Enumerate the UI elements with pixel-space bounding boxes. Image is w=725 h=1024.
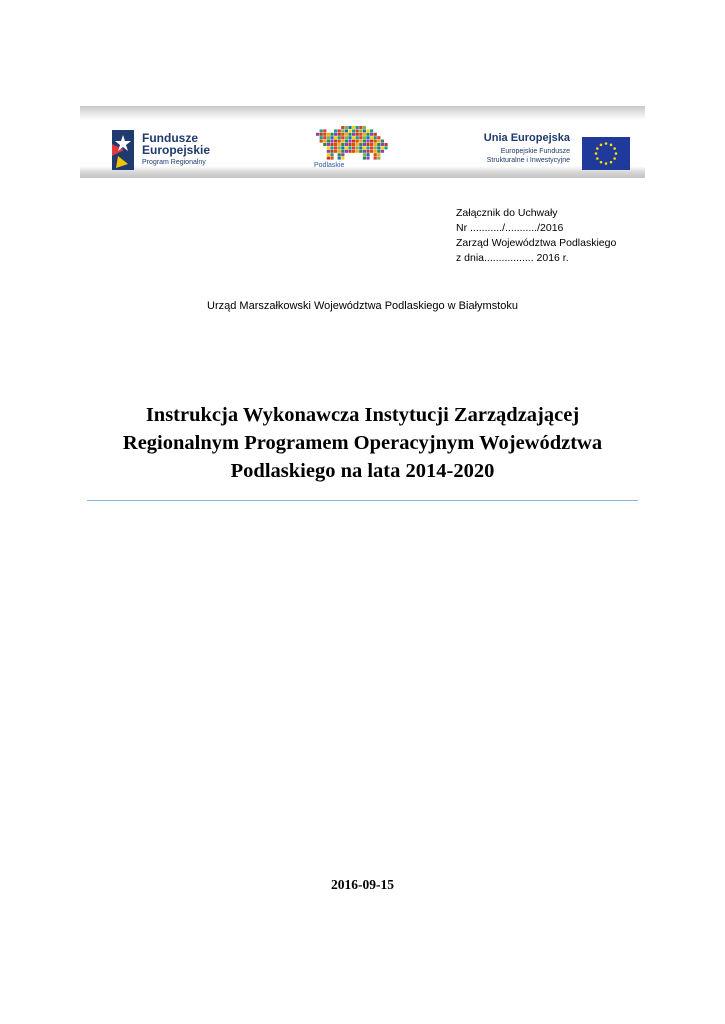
bison-pixel: [320, 133, 323, 136]
bison-pixel: [334, 140, 337, 143]
bison-pixel: [366, 140, 369, 143]
bison-pixel: [338, 146, 341, 149]
bison-pixel: [359, 146, 362, 149]
bison-pixel: [374, 140, 377, 143]
bison-pixel: [381, 150, 384, 153]
bison-icon: [312, 126, 388, 162]
bison-pixel: [356, 126, 359, 129]
bison-pixel: [334, 129, 337, 132]
eu-star-icon: [613, 157, 616, 160]
bison-pixel: [356, 140, 359, 143]
bison-pixel: [370, 129, 373, 132]
bison-pixel: [356, 136, 359, 139]
bison-pixel: [323, 140, 326, 143]
bison-pixel: [341, 129, 344, 132]
bison-pixel: [330, 140, 333, 143]
bison-pixel: [381, 146, 384, 149]
eu-star-icon: [610, 161, 613, 164]
bison-pixel: [341, 150, 344, 153]
bison-pixel: [366, 150, 369, 153]
bison-pixel: [341, 126, 344, 129]
fe-logo-line3: Program Regionalny: [142, 159, 206, 166]
bison-pixel: [320, 129, 323, 132]
bison-pixel: [352, 140, 355, 143]
attachment-line4: z dnia................. 2016 r.: [456, 252, 569, 264]
bison-pixel: [338, 157, 341, 160]
bison-pixel: [327, 146, 330, 149]
bison-pixel: [338, 129, 341, 132]
bison-pixel: [327, 140, 330, 143]
bison-pixel: [338, 140, 341, 143]
ue-logo-line1: Europejskie Fundusze: [500, 148, 570, 155]
attachment-note: [456, 206, 616, 266]
bison-pixel: [370, 143, 373, 146]
bison-pixel: [341, 133, 344, 136]
attachment-line3: Zarząd Województwa Podlaskiego: [456, 237, 617, 249]
bison-pixel: [348, 126, 351, 129]
bison-pixel: [327, 153, 330, 156]
bison-pixel: [348, 146, 351, 149]
bison-pixel: [341, 157, 344, 160]
eu-star-icon: [613, 147, 616, 150]
bison-pixel: [334, 136, 337, 139]
unia-europejska-logo: [472, 132, 632, 174]
bison-pixel: [366, 136, 369, 139]
bison-pixel: [359, 150, 362, 153]
bison-pixel: [374, 150, 377, 153]
bison-pixel: [330, 143, 333, 146]
eu-star-icon: [605, 142, 608, 145]
bison-pixel: [359, 126, 362, 129]
attachment-line2: Nr .........../.........../2016: [456, 222, 564, 234]
bison-pixel: [323, 129, 326, 132]
bison-pixel: [338, 136, 341, 139]
title-divider: [87, 500, 638, 501]
attachment-line1: Załącznik do Uchwały: [456, 207, 558, 219]
eu-star-icon: [615, 152, 618, 155]
bison-pixel: [366, 157, 369, 160]
bison-pixel: [356, 143, 359, 146]
eu-star-icon: [595, 152, 598, 155]
document-date: 2016-09-15: [331, 877, 394, 892]
title-line1: Instrukcja Wykonawcza Instytucji Zarządzającej: [145, 404, 580, 426]
bison-pixel: [384, 143, 387, 146]
bison-pixel: [348, 140, 351, 143]
bison-pixel: [334, 146, 337, 149]
bison-pixel: [345, 140, 348, 143]
fundusze-europejskie-star-icon: [112, 130, 134, 170]
bison-pixel: [348, 143, 351, 146]
bison-pixel: [323, 136, 326, 139]
ue-logo-line2: Strukturalne i Inwestycyjne: [486, 157, 570, 164]
bison-pixel: [352, 146, 355, 149]
bison-pixel: [370, 150, 373, 153]
title-line2: Regionalnym Programem Operacyjnym Województwa: [122, 432, 603, 454]
fundusze-europejskie-logo: [112, 130, 252, 172]
bison-pixel: [374, 153, 377, 156]
bison-pixel: [370, 133, 373, 136]
bison-pixel: [363, 129, 366, 132]
bison-pixel: [345, 133, 348, 136]
bison-pixel: [341, 143, 344, 146]
bison-pixel: [366, 129, 369, 132]
bison-pixel: [334, 133, 337, 136]
document-title: [80, 401, 645, 485]
bison-pixel: [327, 150, 330, 153]
bison-pixel: [345, 136, 348, 139]
bison-pixel: [359, 140, 362, 143]
bison-pixel: [323, 143, 326, 146]
bison-pixel: [348, 150, 351, 153]
bison-pixel: [348, 129, 351, 132]
bison-pixel: [352, 133, 355, 136]
bison-pixel: [363, 157, 366, 160]
bison-pixel: [359, 136, 362, 139]
fe-logo-line1: Fundusze: [142, 131, 198, 145]
bison-pixel: [330, 136, 333, 139]
bison-pixel: [377, 136, 380, 139]
bison-pixel: [341, 140, 344, 143]
bison-pixel: [352, 136, 355, 139]
bison-pixel: [374, 157, 377, 160]
podlaskie-label: Podlaskie: [314, 162, 345, 169]
bison-pixel: [330, 157, 333, 160]
bison-pixel: [363, 136, 366, 139]
bison-pixel: [334, 143, 337, 146]
bison-pixel: [316, 133, 319, 136]
bison-pixel: [320, 136, 323, 139]
office-name: Urząd Marszałkowski Województwa Podlaskiego w Białymstoku: [207, 300, 518, 312]
bison-pixel: [384, 146, 387, 149]
bison-pixel: [345, 129, 348, 132]
podlaskie-logo: [312, 126, 392, 174]
bison-pixel: [374, 136, 377, 139]
bison-pixel: [327, 157, 330, 160]
bison-pixel: [345, 126, 348, 129]
bison-pixel: [359, 143, 362, 146]
bison-pixel: [366, 133, 369, 136]
bison-pixel: [341, 136, 344, 139]
bison-pixel: [330, 133, 333, 136]
eu-star-icon: [605, 162, 608, 165]
bison-pixel: [374, 143, 377, 146]
eu-star-icon: [596, 147, 599, 150]
bison-pixel: [374, 146, 377, 149]
bison-pixel: [348, 136, 351, 139]
bison-pixel: [330, 146, 333, 149]
bison-pixel: [352, 143, 355, 146]
bison-pixel: [363, 143, 366, 146]
bison-pixel: [327, 143, 330, 146]
eu-flag-icon: [582, 137, 630, 170]
bison-pixel: [327, 136, 330, 139]
bison-pixel: [334, 150, 337, 153]
bison-pixel: [330, 153, 333, 156]
bison-pixel: [363, 153, 366, 156]
bison-pixel: [359, 133, 362, 136]
bison-pixel: [352, 150, 355, 153]
bison-pixel: [366, 153, 369, 156]
bison-pixel: [363, 140, 366, 143]
bison-pixel: [338, 133, 341, 136]
bison-pixel: [363, 146, 366, 149]
bison-pixel: [352, 129, 355, 132]
bison-pixel: [345, 146, 348, 149]
bison-pixel: [356, 133, 359, 136]
bison-pixel: [338, 143, 341, 146]
ue-logo-title: Unia Europejska: [483, 132, 570, 144]
bison-pixel: [363, 133, 366, 136]
bison-pixel: [381, 143, 384, 146]
bison-pixel: [377, 143, 380, 146]
bison-pixel: [338, 150, 341, 153]
bison-pixel: [370, 136, 373, 139]
bison-pixel: [377, 140, 380, 143]
bison-pixel: [366, 146, 369, 149]
bison-pixel: [359, 129, 362, 132]
bison-pixel: [356, 129, 359, 132]
eu-star-icon: [610, 144, 613, 147]
bison-pixel: [356, 146, 359, 149]
bison-pixel: [341, 153, 344, 156]
bison-pixel: [377, 150, 380, 153]
bison-pixel: [377, 146, 380, 149]
bison-pixel: [352, 126, 355, 129]
bison-pixel: [323, 133, 326, 136]
bison-pixel: [356, 150, 359, 153]
bison-pixel: [363, 150, 366, 153]
eu-star-icon: [600, 161, 603, 164]
bison-pixel: [345, 150, 348, 153]
bison-pixel: [348, 133, 351, 136]
bison-pixel: [381, 140, 384, 143]
bison-pixel: [366, 143, 369, 146]
title-line3: Podlaskiego na lata 2014-2020: [230, 460, 495, 482]
eu-star-icon: [600, 144, 603, 147]
bison-pixel: [320, 140, 323, 143]
bison-pixel: [377, 157, 380, 160]
bison-pixel: [363, 126, 366, 129]
bison-pixel: [330, 150, 333, 153]
bison-pixel: [345, 143, 348, 146]
bison-pixel: [370, 140, 373, 143]
bison-pixel: [377, 153, 380, 156]
eu-star-icon: [596, 157, 599, 160]
bison-pixel: [374, 133, 377, 136]
bison-pixel: [338, 153, 341, 156]
bison-pixel: [370, 146, 373, 149]
fe-logo-line2: Europejskie: [142, 143, 211, 157]
bison-pixel: [327, 133, 330, 136]
bison-pixel: [341, 146, 344, 149]
